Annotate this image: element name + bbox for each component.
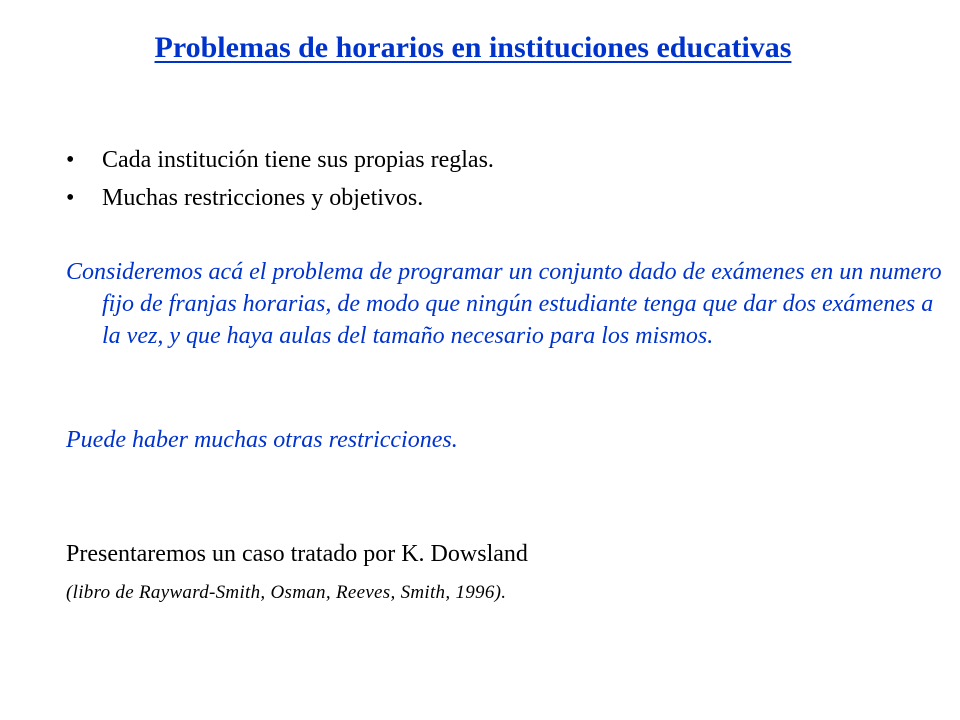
bullet-item [66,142,926,178]
bullet-text: Muchas restricciones y objetivos. [102,185,424,211]
presentation-line: Presentaremos un caso tratado por K. Dowsland [66,541,528,567]
other-restrictions-paragraph: Puede haber muchas otras restricciones. [66,427,458,453]
slide-title: Problemas de horarios en instituciones educativas [154,31,792,64]
problem-description-paragraph: Consideremos acá el problema de programar un conjunto dado de exámenes en un numero fijo de franjas horarias, de modo que ningún estudiante tenga que dar dos exámenes a la vez, y que haya aulas del tamaño necesario para los mismos. [66,259,942,349]
bullet-dot-icon: • [66,185,75,211]
bullet-item [66,180,926,216]
bullet-dot-icon: • [66,147,75,173]
book-reference: (libro de Rayward-Smith, Osman, Reeves, Smith, 1996). [66,582,507,603]
bullet-list [66,142,926,218]
bullet-text: Cada institución tiene sus propias reglas. [102,147,494,173]
